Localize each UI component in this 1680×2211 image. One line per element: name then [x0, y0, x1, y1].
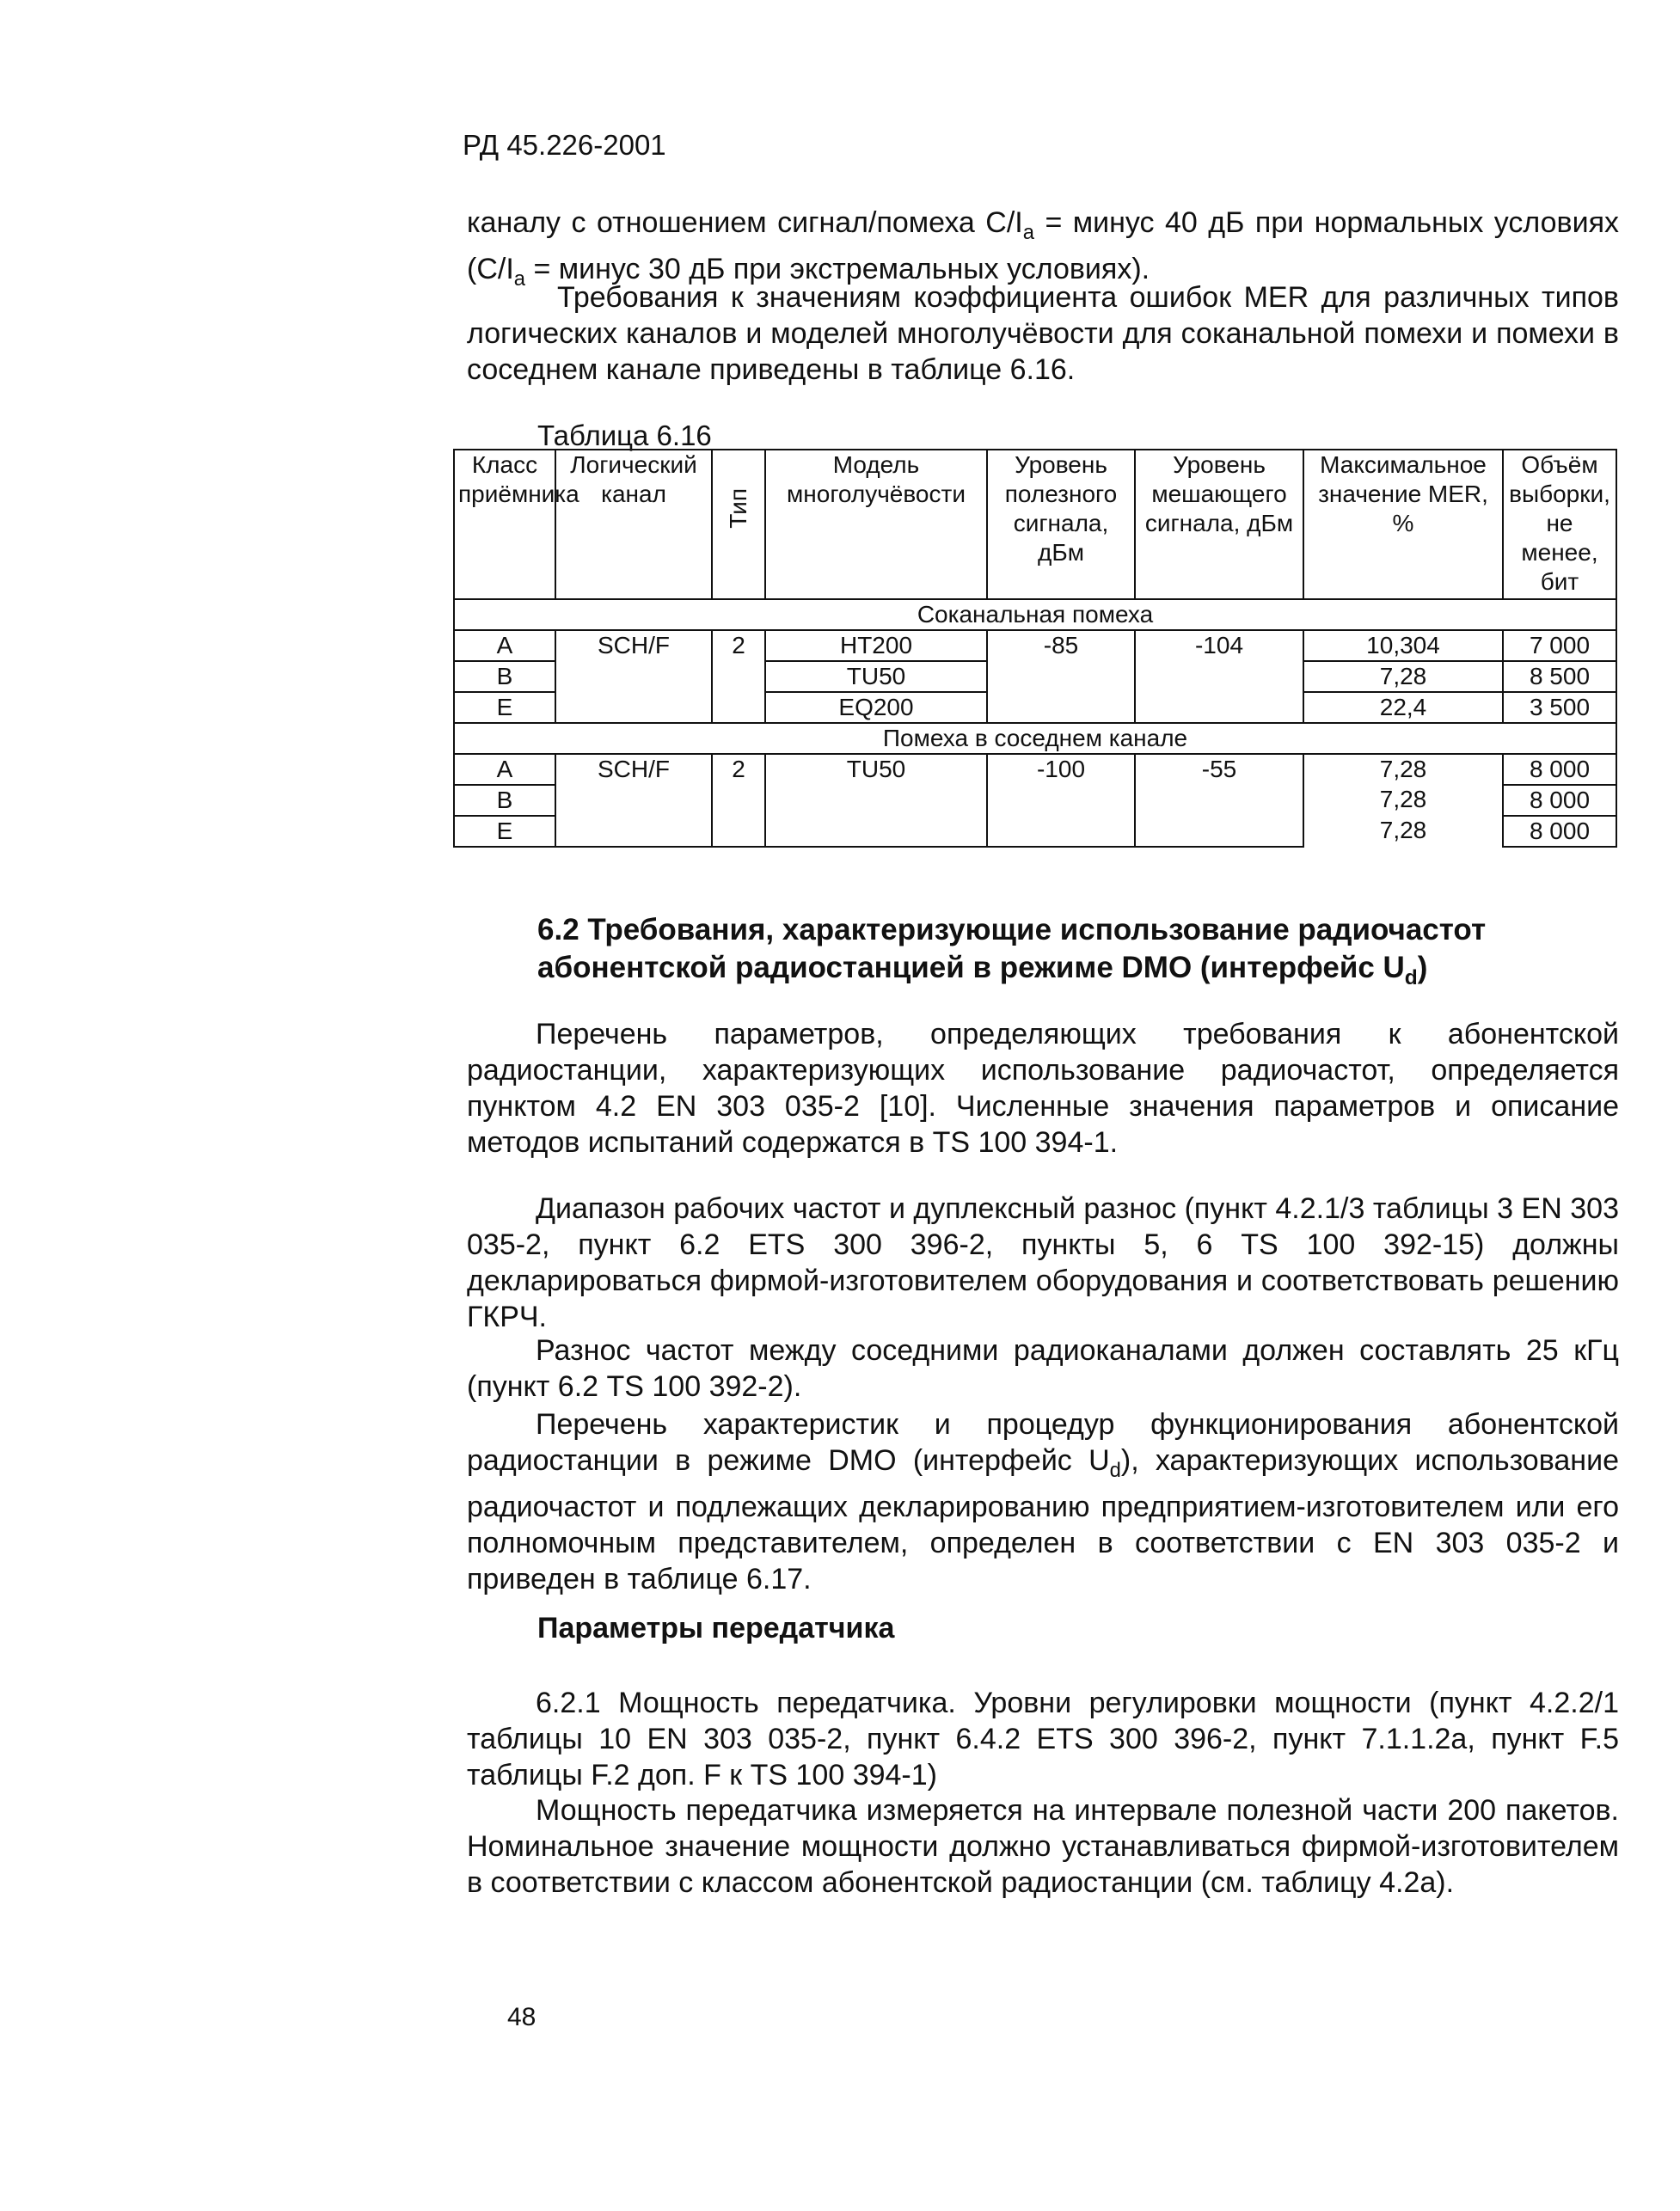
header-useful: Уровень полезного сигнала, дБм [987, 450, 1135, 599]
cell-mer: 7,28 [1303, 754, 1503, 785]
cell-class: A [454, 630, 555, 661]
paragraph-frequency-range: Диапазон рабочих частот и дуплексный разнос (пункт 4.2.1/3 таблицы 3 EN 303 035-2, пункт 6.2 ETS 300 396-2, пункты 5, 6 TS 100 392-15) должны декларироваться фирмой-изготовителем оборудования и соответствовать решению ГКРЧ. [467, 1192, 1619, 1333]
cell-mer: 7,28 [1303, 816, 1503, 847]
text-fragment: = минус 30 дБ при экстремальных условиях). [525, 252, 1150, 285]
heading-text: 6.2 Требования, характеризующие использование радиочастот абонентской радиостанцией в режиме DMO (интерфейс U [537, 913, 1487, 984]
section-title-adjacent: Помеха в соседнем канале [454, 723, 1616, 754]
paragraph-characteristics-list [467, 1406, 1619, 1597]
paragraph-power-measurement: Мощность передатчика измеряется на интервале полезной части 200 пакетов. Номинальное значение мощности должно устанавливаться фирмой-изготовителем в соответствии с классом абонентской радиостанции (см. таблицу 4.2а). [467, 1794, 1619, 1899]
text-fragment: Перечень характеристик и процедур функционирования абонентской радиостанции в режиме DMO (интерфейс U [467, 1408, 1619, 1477]
paragraph-parameters-list: Перечень параметров, определяющих требования к абонентской радиостанции, характеризующих использование радиочастот, определяется пунктом 4.2 EN 303 035-2 [10]. Численные значения параметров и описание методов испытаний содержатся в TS 100 394-1. [467, 1018, 1619, 1159]
subscript: a [513, 266, 526, 291]
subscript: d [1404, 966, 1418, 989]
cell-type: 2 [712, 754, 765, 847]
page-number: 48 [507, 2003, 536, 2031]
document-id: РД 45.226-2001 [463, 129, 666, 161]
cell-class: B [454, 661, 555, 692]
section-title-cochannel: Соканальная помеха [454, 599, 1616, 630]
table-caption: Таблица 6.16 [537, 420, 712, 451]
subscript: d [1109, 1458, 1121, 1482]
cell-sample: 8 000 [1503, 816, 1616, 847]
header-interfering: Уровень мешающего сигнала, дБм [1135, 450, 1303, 599]
text-fragment: ), характеризующих использование радиочастот и подлежащих декларированию предприятием-изготовителем или его полномочным представителем, определен в соответствии с EN 303 035-2 и приведен в таблице 6.17. [467, 1444, 1619, 1595]
cell-sample: 7 000 [1503, 630, 1616, 661]
cell-model: TU50 [765, 661, 987, 692]
cell-interfering: -104 [1135, 630, 1303, 723]
cell-model: HT200 [765, 630, 987, 661]
cell-class: E [454, 692, 555, 723]
cell-mer: 7,28 [1303, 661, 1503, 692]
cell-mer: 7,28 [1303, 785, 1503, 816]
cell-useful: -100 [987, 754, 1135, 847]
header-channel: Логический канал [555, 450, 712, 599]
cell-model: TU50 [765, 754, 987, 847]
cell-model: EQ200 [765, 692, 987, 723]
cell-channel: SCH/F [555, 630, 712, 723]
cell-class: B [454, 785, 555, 816]
cell-sample: 3 500 [1503, 692, 1616, 723]
header-class: Класс приёмника [454, 450, 555, 599]
cell-mer: 22,4 [1303, 692, 1503, 723]
paragraph-channel-spacing: Разнос частот между соседними радиоканалами должен составлять 25 кГц (пункт 6.2 TS 100 392-2). [467, 1334, 1619, 1403]
sub-heading-transmitter: Параметры передатчика [537, 1612, 895, 1644]
section-heading-6-2 [537, 911, 1616, 997]
cell-sample: 8 500 [1503, 661, 1616, 692]
cell-channel: SCH/F [555, 754, 712, 847]
heading-tail: ) [1417, 951, 1428, 984]
cell-interfering: -55 [1135, 754, 1303, 847]
cell-class: A [454, 754, 555, 785]
table-row [454, 754, 1616, 785]
text-fragment: = минус 40 дБ при нормальных условиях (C/I [467, 206, 1619, 285]
subscript: a [1022, 220, 1035, 244]
header-sample: Объём выборки, не менее, бит [1503, 450, 1616, 599]
header-model: Модель многолучёвости [765, 450, 987, 599]
paragraph-mer-requirements: Требования к значениям коэффициента ошибок MER для различных типов логических каналов и моделей многолучёвости для соканальной помехи и помехи в соседнем канале приведены в таблице 6.16. [467, 281, 1619, 386]
cell-sample: 8 000 [1503, 785, 1616, 816]
cell-sample: 8 000 [1503, 754, 1616, 785]
cell-useful: -85 [987, 630, 1135, 723]
table-6-16 [453, 449, 1617, 848]
cell-class: E [454, 816, 555, 847]
cell-mer: 10,304 [1303, 630, 1503, 661]
table-row [454, 630, 1616, 661]
header-mer: Максимальное значение MER, % [1303, 450, 1503, 599]
header-type-label: Тип [725, 488, 751, 529]
header-type [712, 450, 765, 599]
text-fragment: каналу с отношением сигнал/помеха C/I [467, 206, 1023, 239]
paragraph-6-2-1: 6.2.1 Мощность передатчика. Уровни регулировки мощности (пункт 4.2.2/1 таблицы 10 EN 303 035-2, пункт 6.4.2 ETS 300 396-2, пункт 7.1.1.2a, пункт F.5 таблицы F.2 доп. F к TS 100 394-1) [467, 1687, 1619, 1791]
cell-type: 2 [712, 630, 765, 723]
